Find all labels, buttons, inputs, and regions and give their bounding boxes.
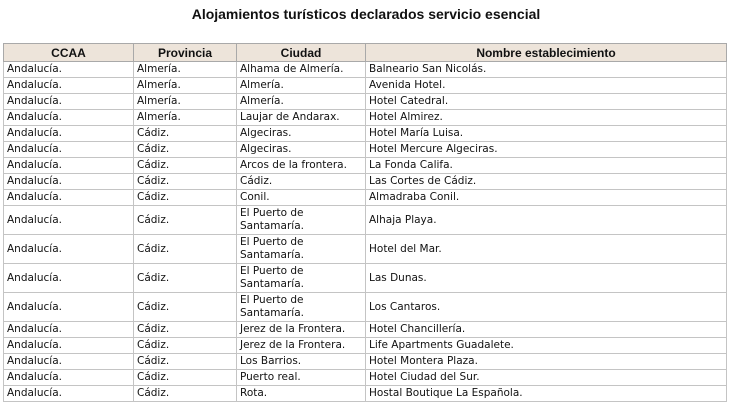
cell-ciudad: Jerez de la Frontera. [237, 322, 366, 338]
cell-nombre-establecimiento: Los Cantaros. [366, 293, 727, 322]
table-row [4, 264, 727, 293]
cell-nombre-establecimiento: Life Apartments Guadalete. [366, 338, 727, 354]
cell-provincia: Cádiz. [134, 386, 237, 402]
cell-nombre-establecimiento: Hotel Montera Plaza. [366, 354, 727, 370]
column-header-ciudad: Ciudad [237, 44, 366, 62]
cell-ccaa: Andalucía. [4, 322, 134, 338]
cell-nombre-establecimiento: Hotel del Mar. [366, 235, 727, 264]
cell-nombre-establecimiento: Hotel María Luisa. [366, 126, 727, 142]
cell-provincia: Cádiz. [134, 338, 237, 354]
column-header-ccaa: CCAA [4, 44, 134, 62]
cell-ccaa: Andalucía. [4, 386, 134, 402]
cell-nombre-establecimiento: Hotel Almirez. [366, 110, 727, 126]
cell-provincia: Cádiz. [134, 142, 237, 158]
table-row [4, 190, 727, 206]
cell-ccaa: Andalucía. [4, 235, 134, 264]
table-row [4, 126, 727, 142]
column-header-nombre-establecimiento: Nombre establecimiento [366, 44, 727, 62]
cell-provincia: Cádiz. [134, 126, 237, 142]
cell-provincia: Almería. [134, 78, 237, 94]
table-row [4, 338, 727, 354]
cell-provincia: Cádiz. [134, 370, 237, 386]
cell-provincia: Almería. [134, 62, 237, 78]
table-row [4, 293, 727, 322]
table-row [4, 158, 727, 174]
cell-ccaa: Andalucía. [4, 94, 134, 110]
cell-nombre-establecimiento: Hotel Ciudad del Sur. [366, 370, 727, 386]
cell-nombre-establecimiento: Hotel Mercure Algeciras. [366, 142, 727, 158]
cell-ccaa: Andalucía. [4, 174, 134, 190]
cell-ccaa: Andalucía. [4, 293, 134, 322]
table-body [4, 62, 727, 402]
cell-ccaa: Andalucía. [4, 354, 134, 370]
cell-ciudad: Arcos de la frontera. [237, 158, 366, 174]
cell-ciudad: El Puerto de Santamaría. [237, 264, 366, 293]
cell-ciudad: El Puerto de Santamaría. [237, 206, 366, 235]
cell-nombre-establecimiento: Las Dunas. [366, 264, 727, 293]
cell-ciudad: Los Barrios. [237, 354, 366, 370]
establishments-table [3, 43, 727, 402]
cell-provincia: Cádiz. [134, 190, 237, 206]
cell-ciudad: Almería. [237, 78, 366, 94]
cell-ciudad: Algeciras. [237, 142, 366, 158]
cell-ccaa: Andalucía. [4, 190, 134, 206]
cell-ciudad: Cádiz. [237, 174, 366, 190]
table-row [4, 386, 727, 402]
cell-nombre-establecimiento: Almadraba Conil. [366, 190, 727, 206]
column-header-provincia: Provincia [134, 44, 237, 62]
cell-ciudad: El Puerto de Santamaría. [237, 235, 366, 264]
table-row [4, 110, 727, 126]
cell-provincia: Cádiz. [134, 206, 237, 235]
cell-provincia: Almería. [134, 94, 237, 110]
cell-nombre-establecimiento: Avenida Hotel. [366, 78, 727, 94]
cell-nombre-establecimiento: Alhaja Playa. [366, 206, 727, 235]
cell-ciudad: Almería. [237, 94, 366, 110]
cell-ciudad: El Puerto de Santamaría. [237, 293, 366, 322]
table-row [4, 62, 727, 78]
table-row [4, 206, 727, 235]
table-row [4, 354, 727, 370]
table-row [4, 235, 727, 264]
table-header-row [4, 44, 727, 62]
table-row [4, 142, 727, 158]
cell-ccaa: Andalucía. [4, 264, 134, 293]
cell-ccaa: Andalucía. [4, 158, 134, 174]
cell-ccaa: Andalucía. [4, 370, 134, 386]
cell-provincia: Almería. [134, 110, 237, 126]
cell-provincia: Cádiz. [134, 322, 237, 338]
cell-ciudad: Laujar de Andarax. [237, 110, 366, 126]
table-row [4, 78, 727, 94]
cell-provincia: Cádiz. [134, 235, 237, 264]
cell-ccaa: Andalucía. [4, 142, 134, 158]
cell-ccaa: Andalucía. [4, 62, 134, 78]
cell-nombre-establecimiento: Hotel Chancillería. [366, 322, 727, 338]
cell-provincia: Cádiz. [134, 158, 237, 174]
cell-nombre-establecimiento: La Fonda Califa. [366, 158, 727, 174]
cell-ciudad: Alhama de Almería. [237, 62, 366, 78]
cell-provincia: Cádiz. [134, 264, 237, 293]
cell-ciudad: Jerez de la Frontera. [237, 338, 366, 354]
cell-nombre-establecimiento: Hostal Boutique La Española. [366, 386, 727, 402]
cell-ccaa: Andalucía. [4, 206, 134, 235]
cell-ciudad: Conil. [237, 190, 366, 206]
cell-provincia: Cádiz. [134, 293, 237, 322]
cell-provincia: Cádiz. [134, 174, 237, 190]
cell-ciudad: Puerto real. [237, 370, 366, 386]
table-row [4, 94, 727, 110]
cell-ciudad: Rota. [237, 386, 366, 402]
table-row [4, 174, 727, 190]
page-title: Alojamientos turísticos declarados servicio esencial [191, 6, 541, 22]
cell-ccaa: Andalucía. [4, 126, 134, 142]
table-row [4, 370, 727, 386]
cell-ccaa: Andalucía. [4, 338, 134, 354]
cell-provincia: Cádiz. [134, 354, 237, 370]
cell-ccaa: Andalucía. [4, 78, 134, 94]
cell-nombre-establecimiento: Balneario San Nicolás. [366, 62, 727, 78]
cell-ccaa: Andalucía. [4, 110, 134, 126]
cell-nombre-establecimiento: Hotel Catedral. [366, 94, 727, 110]
cell-ciudad: Algeciras. [237, 126, 366, 142]
table-row [4, 322, 727, 338]
cell-nombre-establecimiento: Las Cortes de Cádiz. [366, 174, 727, 190]
